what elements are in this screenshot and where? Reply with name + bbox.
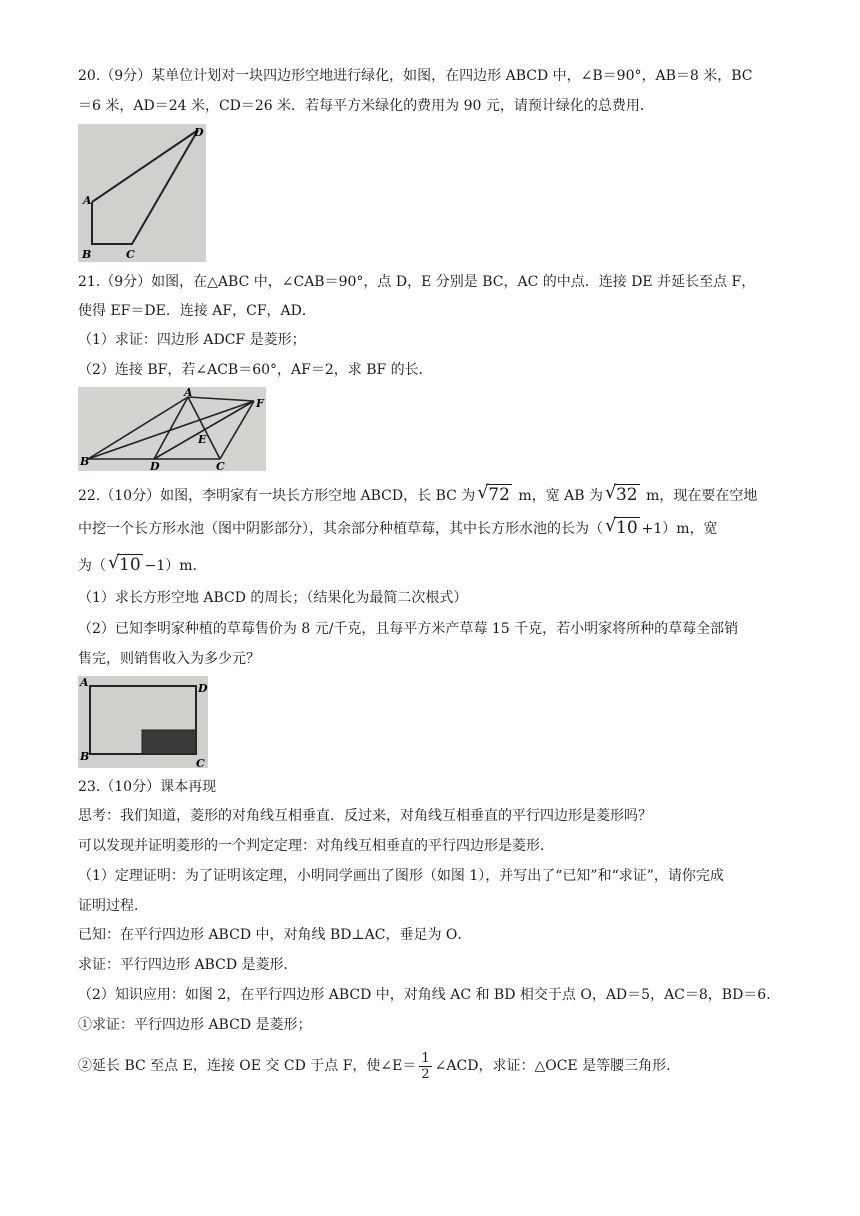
label-a: A <box>83 194 92 207</box>
label-d: D <box>194 126 204 139</box>
radical-sign-icon: √ <box>605 515 617 536</box>
q23-claim-1: ①求证：平行四边形 ABCD 是菱形； <box>78 1017 312 1033</box>
rectangle-pond-figure <box>78 676 208 768</box>
radical-sign-icon: √ <box>477 482 489 503</box>
q23-claim-2-part-b: ∠ACD，求证：△OCE 是等腰三角形． <box>434 1058 681 1074</box>
q22-figure <box>78 676 208 768</box>
q23-claim-2 <box>78 1050 784 1082</box>
label-a: A <box>80 676 89 689</box>
q21-line-2: 使得 EF＝DE．连接 AF，CF，AD． <box>78 303 316 319</box>
q23-find: 可以发现并证明菱形的一个判定定理：对角线互相垂直的平行四边形是菱形． <box>78 838 554 854</box>
q22-line-3-part-a: 为（ <box>78 558 106 574</box>
sqrt-72: √ 72 <box>477 482 510 505</box>
label-f: F <box>256 397 264 410</box>
q22-line-2-part-b: +1）m，宽 <box>641 521 718 537</box>
q20-line-1: 20.（9分）某单位计划对一块四边形空地进行绿化，如图，在四边形 ABCD 中，∠B＝90°，AB＝8 米，BC <box>78 68 753 84</box>
label-e: E <box>198 433 207 446</box>
q23-part-1-line-2: 证明过程． <box>78 898 148 914</box>
fraction-one-half: $\frac{1}{2}$ <box>421 1050 430 1082</box>
q22-line-1-part-b: m，宽 AB 为 <box>518 488 603 504</box>
q23-part-1-line-1: （1）定理证明：为了证明该定理，小明同学画出了图形（如图 1），并写出了“已知”和“求证”，请你完成 <box>78 868 724 884</box>
q23-part-2: （2）知识应用：如图 2，在平行四边形 ABCD 中，对角线 AC 和 BD 相交于点 O，AD＝5，AC＝8，BD＝6． <box>78 987 781 1003</box>
label-c: C <box>216 460 225 471</box>
label-a: A <box>184 387 193 399</box>
label-b: B <box>82 248 92 261</box>
q23-prove: 求证：平行四边形 ABCD 是菱形． <box>78 957 298 973</box>
q21-part-1: （1）求证：四边形 ADCF 是菱形； <box>78 332 306 348</box>
label-d: D <box>198 682 208 695</box>
label-b: B <box>80 455 90 468</box>
triangle-abc-figure <box>78 387 266 471</box>
q22-line-3-part-b: −1）m． <box>144 558 207 574</box>
q21-line-1: 21.（9分）如图，在△ABC 中，∠CAB＝90°，点 D，E 分别是 BC，AC 的中点．连接 DE 并延长至点 F， <box>78 274 756 290</box>
q21-part-2: （2）连接 BF，若∠ACB＝60°，AF＝2，求 BF 的长． <box>78 362 433 378</box>
quadrilateral-abcd-figure <box>78 124 206 262</box>
q20-figure <box>78 124 206 262</box>
q22-part-2-line-2: 售完，则销售收入为多少元？ <box>78 651 260 667</box>
q23-title: 23.（10分）课本再现 <box>78 779 217 795</box>
q21-figure <box>78 387 266 471</box>
sqrt-32: √ 32 <box>604 482 638 505</box>
q23-claim-2-part-a: ②延长 BC 至点 E，连接 OE 交 CD 于点 F，使∠E＝ <box>78 1058 417 1074</box>
q20-line-2: ＝6 米，AD＝24 米，CD＝26 米．若每平方米绿化的费用为 90 元，请预计绿化的总费用． <box>78 98 654 114</box>
q22-line-2 <box>78 515 784 539</box>
radical-sign-icon: √ <box>604 482 617 503</box>
q22-line-1-part-c: m，现在要在空地 <box>646 488 758 504</box>
q22-line-3 <box>78 552 784 576</box>
q22-part-1: （1）求长方形空地 ABCD 的周长；（结果化为最简二次根式） <box>78 590 468 606</box>
sqrt-10-minus: √ 10 <box>108 552 141 575</box>
q22-part-2-line-1: （2）已知李明家种植的草莓售价为 8 元/千克，且每平方米产草莓 15 千克，若小明家将所种的草莓全部销 <box>78 621 739 637</box>
q22-line-1 <box>78 482 784 506</box>
label-b: B <box>80 750 90 763</box>
q23-known: 已知：在平行四边形 ABCD 中，对角线 BD⊥AC，垂足为 O． <box>78 927 472 943</box>
sqrt-10-plus: √ 10 <box>605 515 638 538</box>
q23-think: 思考：我们知道，菱形的对角线互相垂直．反过来，对角线互相垂直的平行四边形是菱形吗？ <box>78 808 652 824</box>
q22-line-2-part-a: 中挖一个长方形水池（图中阴影部分），其余部分种植草莓，其中长方形水池的长为（ <box>78 521 603 537</box>
label-c: C <box>126 248 135 261</box>
radical-sign-icon: √ <box>108 552 120 573</box>
label-c: C <box>196 757 205 768</box>
label-d: D <box>150 460 160 471</box>
q22-line-1-part-a: 22.（10分）如图，李明家有一块长方形空地 ABCD，长 BC 为 <box>78 488 476 504</box>
